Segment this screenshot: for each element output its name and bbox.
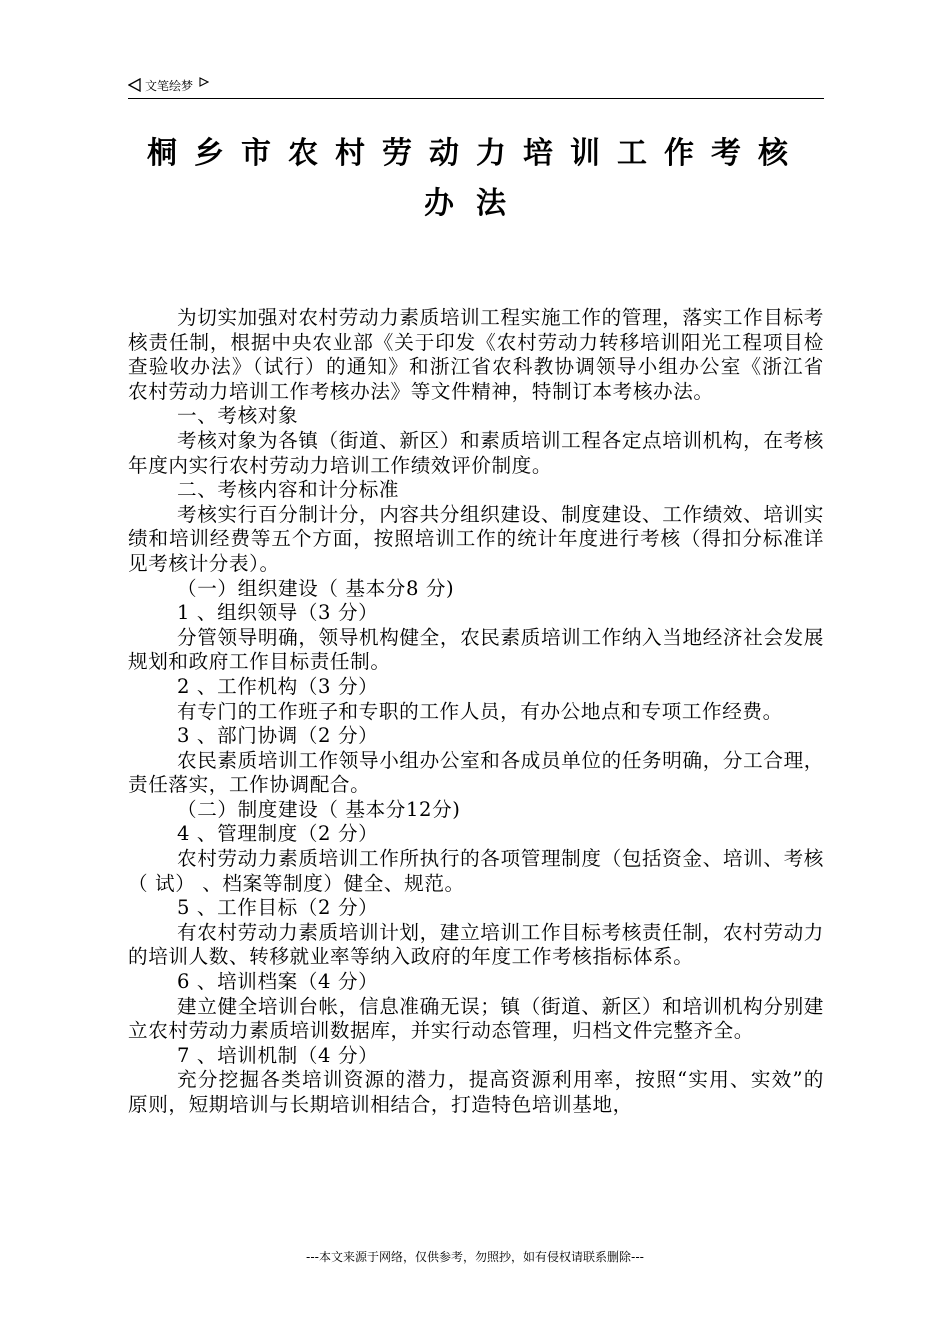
doc-title-line-1: 桐乡市农村劳动力培训工作考核	[147, 136, 805, 171]
paragraph: 充分挖掘各类培训资源的潜力，提高资源利用率，按照“实用、实效”的原则，短期培训与长期培训相结合，打造特色培训基地，	[128, 1068, 824, 1116]
footer-notice: ---本文来源于网络，仅供参考，勿照抄，如有侵权请联系删除---	[306, 1250, 644, 1264]
item-heading: 3 、部门协调（2 分）	[177, 724, 379, 748]
page-header	[128, 74, 824, 99]
paragraph: 建立健全培训台帐，信息准确无误；镇（街道、新区）和培训机构分别建立农村劳动力素质培训数据库，并实行动态管理，归档文件完整齐全。	[128, 994, 824, 1043]
item-heading: 4 、管理制度（2 分）	[177, 822, 379, 846]
doc-body	[128, 306, 824, 1118]
brand-name: 文笔绘梦	[145, 78, 194, 93]
item-heading: 5 、工作目标（2 分）	[177, 896, 379, 920]
paragraph: 有农村劳动力素质培训计划，建立培训工作目标考核责任制，农村劳动力的培训人数、转移就业率等纳入政府的年度工作考核指标体系。	[128, 920, 824, 969]
subsection-heading: （一）组织建设（ 基本分8 分)	[177, 576, 455, 600]
paragraph: 为切实加强对农村劳动力素质培训工程实施工作的管理，落实工作目标考核责任制，根据中央农业部《关于印发《农村劳动力转移培训阳光工程项目检查验收办法》（试行）的通知》和浙江省农科教协调领导小组办公室《浙江省农村劳动力培训工作考核办法》等文件精神，特制订本考核办法。	[128, 306, 824, 403]
paragraph: 农村劳动力素质培训工作所执行的各项管理制度（包括资金、培训、考核（ 试） 、档案等制度）健全、规范。	[128, 847, 824, 895]
paragraph: 分管领导明确，领导机构健全，农民素质培训工作纳入当地经济社会发展规划和政府工作目标责任制。	[128, 625, 824, 674]
paragraph: 考核实行百分制计分，内容共分组织建设、制度建设、工作绩效、培训实绩和培训经费等五个方面，按照培训工作的统计年度进行考核（得扣分标准详见考核计分表）。	[128, 502, 824, 575]
item-heading: 2 、工作机构（3 分）	[177, 674, 379, 698]
section-heading: 二、考核内容和计分标准	[177, 478, 400, 502]
brand	[128, 74, 209, 96]
section-heading: 一、考核对象	[177, 404, 299, 428]
doc-title-line-2: 办法	[424, 186, 528, 221]
paragraph: 有专门的工作班子和专职的工作人员，有办公地点和专项工作经费。	[177, 699, 783, 723]
paragraph: 考核对象为各镇（街道、新区）和素质培训工程各定点培训机构，在考核年度内实行农村劳动力培训工作绩效评价制度。	[128, 428, 824, 477]
item-heading: 7 、培训机制（4 分）	[177, 1043, 379, 1067]
paragraph: 农民素质培训工作领导小组办公室和各成员单位的任务明确，分工合理，责任落实，工作协调配合。	[128, 748, 824, 797]
triangle-right-icon	[199, 77, 209, 87]
item-heading: 6 、培训档案（4 分）	[177, 970, 379, 994]
item-heading: 1 、组织领导（3 分）	[177, 601, 379, 625]
subsection-heading: （二）制度建设（ 基本分12分)	[177, 797, 461, 821]
triangle-left-icon	[128, 78, 142, 92]
